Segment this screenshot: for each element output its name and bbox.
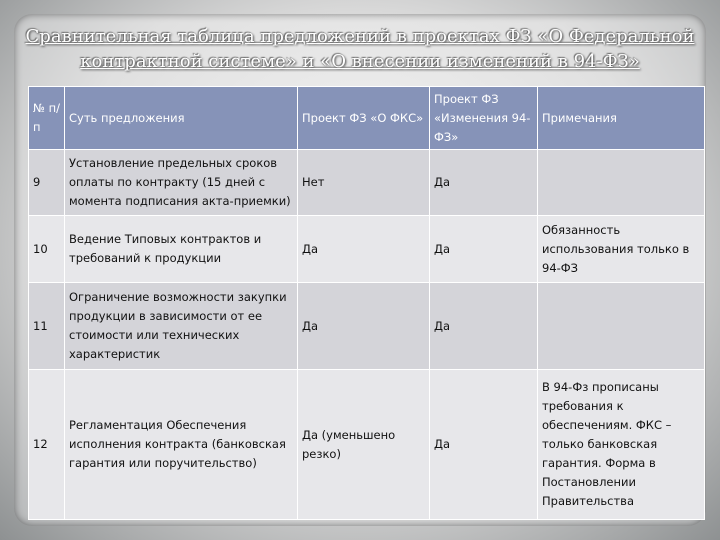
cell-number: 11 — [29, 283, 65, 370]
table-row — [29, 283, 705, 370]
header-94fz-project: Проект ФЗ «Изменения 94-ФЗ» — [430, 87, 538, 150]
cell-fks: Нет — [298, 150, 430, 216]
cell-94fz: Да — [430, 150, 538, 216]
cell-notes: В 94-Фз прописаны требования к обеспечениям. ФКС – только банковская гарантия. Форма в Постановлении Правительства — [538, 370, 705, 520]
title-line-1: Сравнительная таблица предложений в проектах ФЗ «О Федеральной — [25, 26, 695, 47]
cell-notes — [538, 283, 705, 370]
cell-fks: Да — [298, 283, 430, 370]
header-notes: Примечания — [538, 87, 705, 150]
header-essence: Суть предложения — [65, 87, 298, 150]
header-number: № п/п — [29, 87, 65, 150]
cell-number: 9 — [29, 150, 65, 216]
cell-notes — [538, 150, 705, 216]
cell-94fz: Да — [430, 216, 538, 283]
slide-title — [20, 24, 700, 74]
cell-notes: Обязанность использования только в 94-ФЗ — [538, 216, 705, 283]
table-header-row — [29, 87, 705, 150]
comparison-table — [28, 86, 705, 520]
table-row — [29, 370, 705, 520]
cell-essence: Ведение Типовых контрактов и требований к продукции — [65, 216, 298, 283]
table-row — [29, 150, 705, 216]
cell-fks: Да — [298, 216, 430, 283]
cell-94fz: Да — [430, 370, 538, 520]
table-row — [29, 216, 705, 283]
header-fks-project: Проект ФЗ «О ФКС» — [298, 87, 430, 150]
cell-number: 10 — [29, 216, 65, 283]
cell-essence: Установление предельных сроков оплаты по контракту (15 дней с момента подписания акта-приемки) — [65, 150, 298, 216]
title-line-2: контрактной системе» и «О внесении изменений в 94-ФЗ» — [80, 51, 640, 72]
cell-number: 12 — [29, 370, 65, 520]
cell-fks: Да (уменьшено резко) — [298, 370, 430, 520]
cell-essence: Ограничение возможности закупки продукции в зависимости от ее стоимости или технических характеристик — [65, 283, 298, 370]
cell-essence: Регламентация Обеспечения исполнения контракта (банковская гарантия или поручительство) — [65, 370, 298, 520]
cell-94fz: Да — [430, 283, 538, 370]
